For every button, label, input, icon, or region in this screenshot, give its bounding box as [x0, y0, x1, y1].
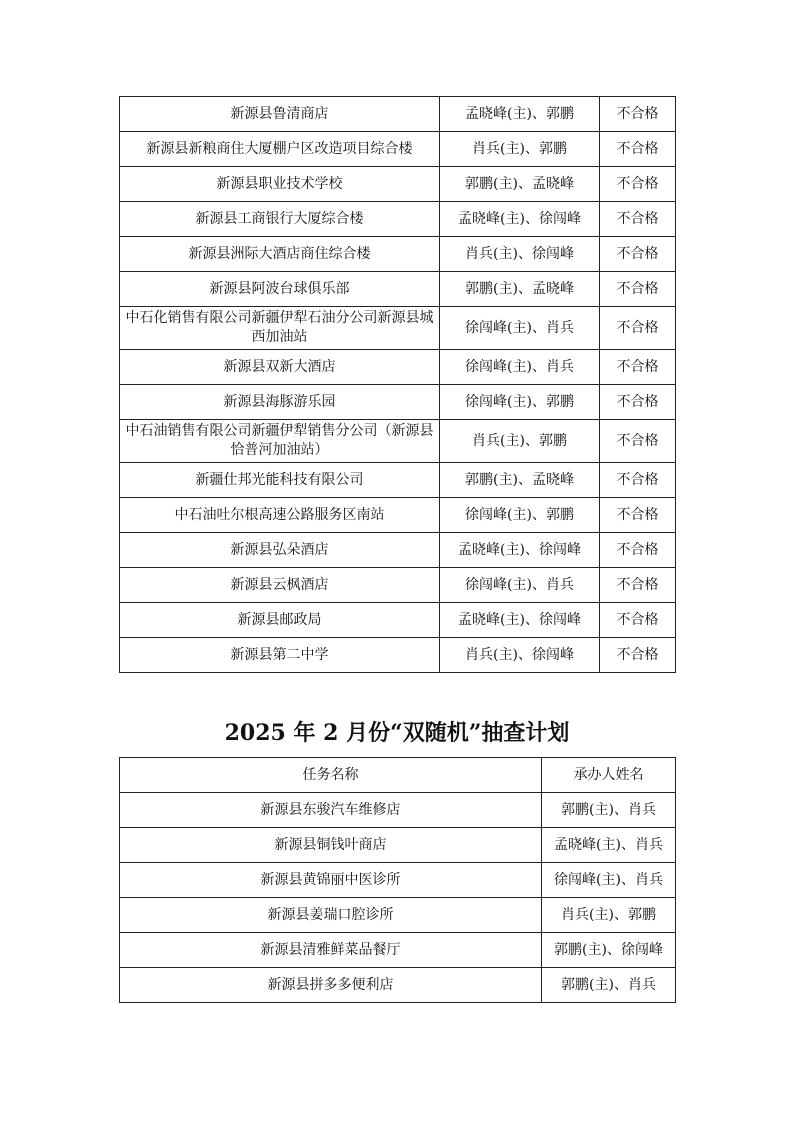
entity-name-cell: 新源县工商银行大厦综合楼	[120, 202, 440, 237]
inspectors-cell: 肖兵(主)、徐闯峰	[440, 638, 600, 673]
result-cell: 不合格	[600, 603, 676, 638]
result-cell: 不合格	[600, 638, 676, 673]
table-row	[120, 828, 676, 863]
result-cell: 不合格	[600, 420, 676, 463]
table-row	[120, 97, 676, 132]
table-header-row	[120, 758, 676, 793]
result-cell: 不合格	[600, 132, 676, 167]
entity-name-cell: 新源县职业技术学校	[120, 167, 440, 202]
handler-cell: 肖兵(主)、郭鹏	[542, 898, 676, 933]
task-name-cell: 新源县铜钱叶商店	[120, 828, 542, 863]
task-name-cell: 新源县黄锦丽中医诊所	[120, 863, 542, 898]
result-cell: 不合格	[600, 568, 676, 603]
table-row	[120, 307, 676, 350]
entity-name-cell: 中石油吐尔根高速公路服务区南站	[120, 498, 440, 533]
inspectors-cell: 徐闯峰(主)、肖兵	[440, 568, 600, 603]
table-row	[120, 638, 676, 673]
table-row	[120, 793, 676, 828]
entity-name-cell: 新源县阿波台球俱乐部	[120, 272, 440, 307]
table-row	[120, 568, 676, 603]
inspectors-cell: 孟晓峰(主)、徐闯峰	[440, 202, 600, 237]
entity-name-cell: 新源县邮政局	[120, 603, 440, 638]
entity-name-cell: 新源县鲁清商店	[120, 97, 440, 132]
table-row	[120, 167, 676, 202]
table-row	[120, 863, 676, 898]
result-cell: 不合格	[600, 385, 676, 420]
plan-title: 2025 年 2 月份“双随机”抽查计划	[224, 720, 570, 746]
table-row	[120, 202, 676, 237]
table-row	[120, 533, 676, 568]
inspectors-cell: 郭鹏(主)、孟晓峰	[440, 463, 600, 498]
entity-name-cell: 新源县弘朵酒店	[120, 533, 440, 568]
table-row	[120, 132, 676, 167]
result-cell: 不合格	[600, 498, 676, 533]
result-cell: 不合格	[600, 533, 676, 568]
inspectors-cell: 徐闯峰(主)、郭鹏	[440, 385, 600, 420]
table-row	[120, 603, 676, 638]
task-name-cell: 新源县清雅鲜菜品餐厅	[120, 933, 542, 968]
inspectors-cell: 孟晓峰(主)、徐闯峰	[440, 533, 600, 568]
entity-name-cell: 新源县双新大酒店	[120, 350, 440, 385]
handler-cell: 郭鹏(主)、肖兵	[542, 968, 676, 1003]
result-cell: 不合格	[600, 463, 676, 498]
table-row	[120, 350, 676, 385]
table-row	[120, 898, 676, 933]
result-cell: 不合格	[600, 350, 676, 385]
result-cell: 不合格	[600, 167, 676, 202]
table-row	[120, 463, 676, 498]
inspectors-cell: 郭鹏(主)、孟晓峰	[440, 167, 600, 202]
handler-cell: 郭鹏(主)、徐闯峰	[542, 933, 676, 968]
result-cell: 不合格	[600, 272, 676, 307]
entity-name-cell: 新源县新粮商住大厦棚户区改造项目综合楼	[120, 132, 440, 167]
task-name-cell: 新源县拼多多便利店	[120, 968, 542, 1003]
task-name-cell: 新源县姜瑞口腔诊所	[120, 898, 542, 933]
handler-header: 承办人姓名	[542, 758, 676, 793]
inspectors-cell: 孟晓峰(主)、郭鹏	[440, 97, 600, 132]
task-name-cell: 新源县东骏汽车维修店	[120, 793, 542, 828]
inspection-results-table	[119, 96, 676, 673]
table-row	[120, 420, 676, 463]
result-cell: 不合格	[600, 202, 676, 237]
table-row	[120, 498, 676, 533]
table-row	[120, 237, 676, 272]
inspectors-cell: 徐闯峰(主)、郭鹏	[440, 498, 600, 533]
entity-name-cell: 新源县第二中学	[120, 638, 440, 673]
entity-name-cell: 新源县洲际大酒店商住综合楼	[120, 237, 440, 272]
table-row	[120, 933, 676, 968]
inspectors-cell: 郭鹏(主)、孟晓峰	[440, 272, 600, 307]
result-cell: 不合格	[600, 97, 676, 132]
table-row	[120, 272, 676, 307]
inspectors-cell: 徐闯峰(主)、肖兵	[440, 350, 600, 385]
inspectors-cell: 徐闯峰(主)、肖兵	[440, 307, 600, 350]
random-inspection-plan-table	[119, 757, 676, 1003]
inspectors-cell: 肖兵(主)、徐闯峰	[440, 237, 600, 272]
handler-cell: 孟晓峰(主)、肖兵	[542, 828, 676, 863]
inspectors-cell: 孟晓峰(主)、徐闯峰	[440, 603, 600, 638]
table-row	[120, 385, 676, 420]
entity-name-cell: 新源县海豚游乐园	[120, 385, 440, 420]
task-name-header: 任务名称	[120, 758, 542, 793]
result-cell: 不合格	[600, 237, 676, 272]
result-cell: 不合格	[600, 307, 676, 350]
handler-cell: 徐闯峰(主)、肖兵	[542, 863, 676, 898]
table-row	[120, 968, 676, 1003]
entity-name-cell: 中石油销售有限公司新疆伊犁销售分公司（新源县恰普河加油站）	[120, 420, 440, 463]
handler-cell: 郭鹏(主)、肖兵	[542, 793, 676, 828]
inspectors-cell: 肖兵(主)、郭鹏	[440, 132, 600, 167]
inspectors-cell: 肖兵(主)、郭鹏	[440, 420, 600, 463]
entity-name-cell: 新源县云枫酒店	[120, 568, 440, 603]
entity-name-cell: 中石化销售有限公司新疆伊犁石油分公司新源县城西加油站	[120, 307, 440, 350]
entity-name-cell: 新疆仕邦光能科技有限公司	[120, 463, 440, 498]
